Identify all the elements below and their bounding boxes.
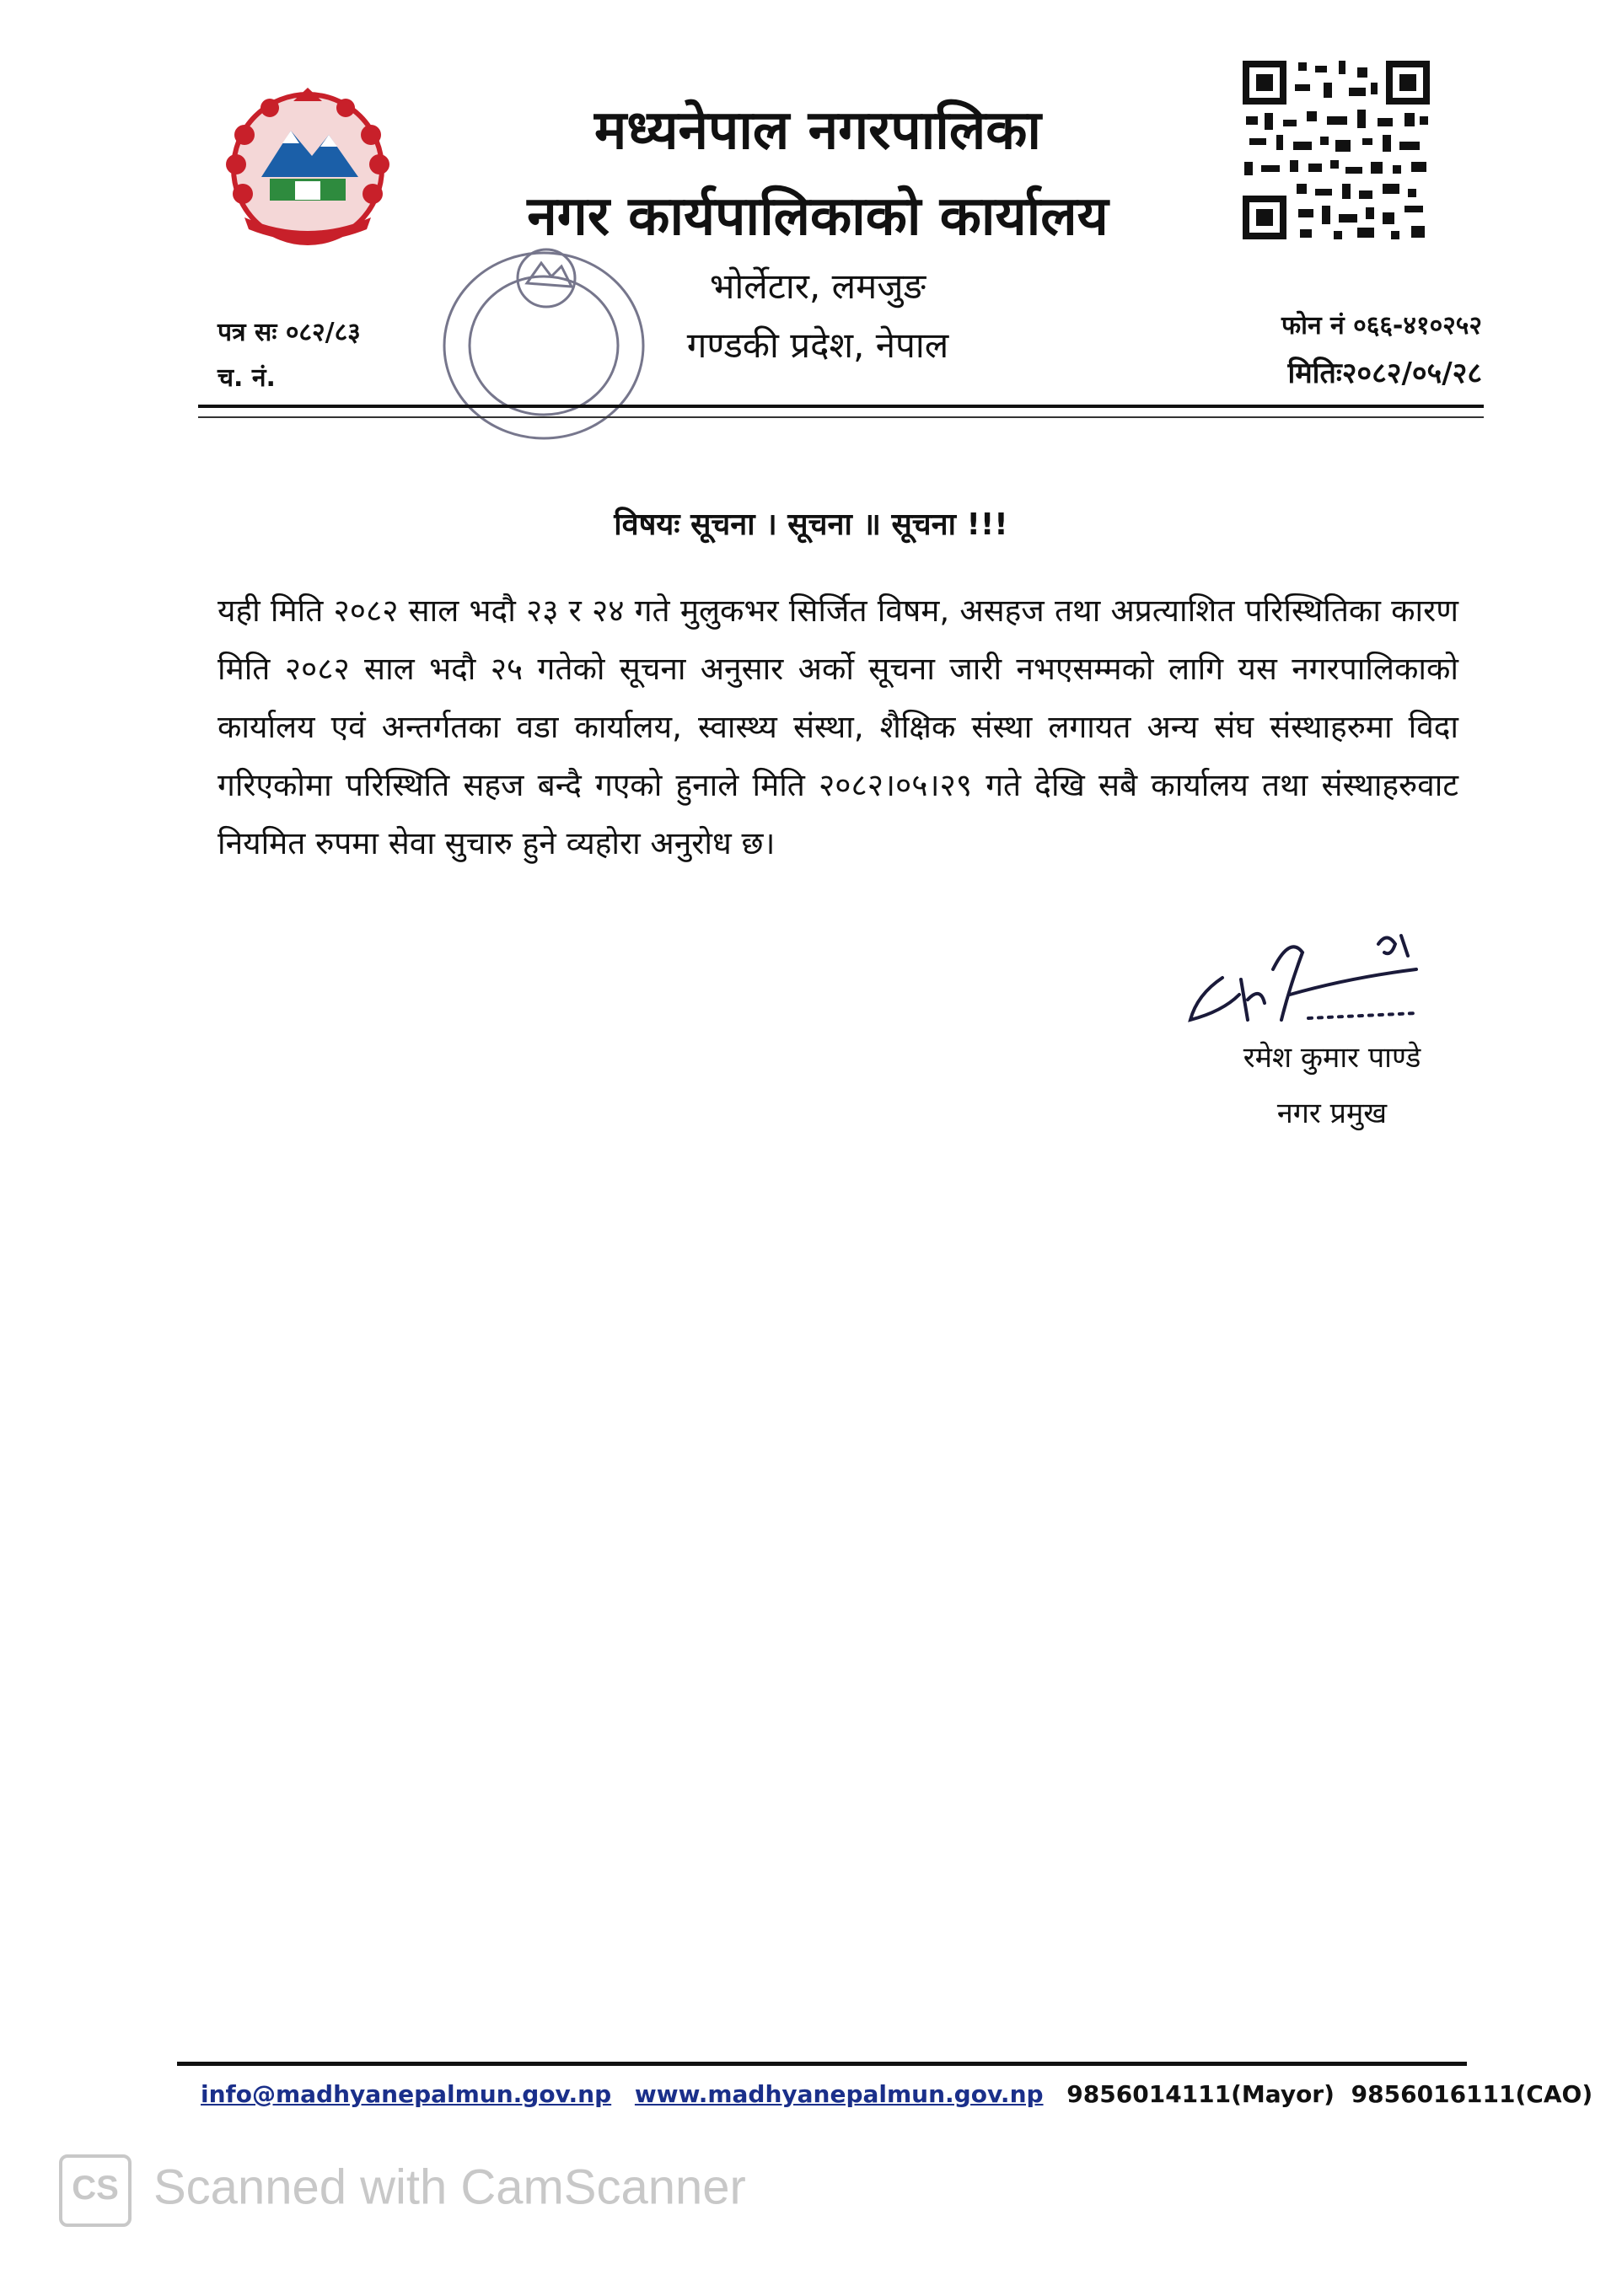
address-line-2: गण्डकी प्रदेश, नेपाल [686,325,949,366]
office-name: नगर कार्यपालिकाको कार्यालय [527,185,1109,248]
email-link[interactable]: info@madhyanepalmun.gov.np [201,2080,612,2108]
office-seal-stamp-icon [438,244,658,480]
website-link[interactable]: www.madhyanepalmun.gov.np [634,2080,1044,2108]
notice-body: यही मिति २०८२ साल भदौ २३ र २४ गते मुलुकभर सिर्जित विषम, असहज तथा अप्रत्याशित परिस्थितिका कारण मिति २०८२ साल भदौ २५ गतेको सूचना अनुसार अर्को सूचना जारी नभएसम्मको लागि यस नगरपालिकाको कार्यालय एवं अन्तर्गतका वडा कार्यालय, स्वास्थ्य संस्था, शैक्षिक संस्था लगायत अन्य संघ संस्थाहरुमा विदा गरिएकोमा परिस्थिति सहज बन्दै गएको हुनाले मिति २०८२।०५।२९ गते देखि सबै कार्यालय तथा संस्थाहरुवाट नियमित रुपमा सेवा सुचारु हुने व्यहोरा अनुरोध छ। [218,593,1458,861]
camscanner-logo-icon: CS [59,2154,132,2227]
mayor-phone: 9856014111(Mayor) [1066,2080,1335,2108]
header-divider-thin [198,416,1484,418]
header-divider [198,405,1484,408]
address-line-1: भोर्लेटार, लमजुङ [709,266,926,307]
dispatch-number: च. नं. [218,363,276,393]
letter-date: मितिः२०८२/०५/२८ [1287,357,1482,390]
qr-code-icon [1239,57,1433,243]
camscanner-watermark [59,2154,746,2227]
footer-divider [177,2062,1467,2066]
phone-number: फोन नं ०६६-४१०२५२ [1281,311,1482,341]
signatory-name: रमेश कुमार पाण्डे [1243,1041,1421,1075]
org-name: मध्यनेपाल नगरपालिका [594,99,1041,162]
subject-line: विषयः सूचना । सूचना ॥ सूचना !!! [614,507,1008,542]
signatory-title: नगर प्रमुख [1276,1097,1388,1130]
watermark-text: Scanned with CamScanner [153,2159,746,2215]
footer-contacts [201,2080,1601,2108]
cao-phone: 9856016111(CAO) [1351,2080,1593,2108]
nepal-emblem-icon [211,84,405,253]
letter-number: पत्र सः ०८२/८३ [218,318,361,347]
